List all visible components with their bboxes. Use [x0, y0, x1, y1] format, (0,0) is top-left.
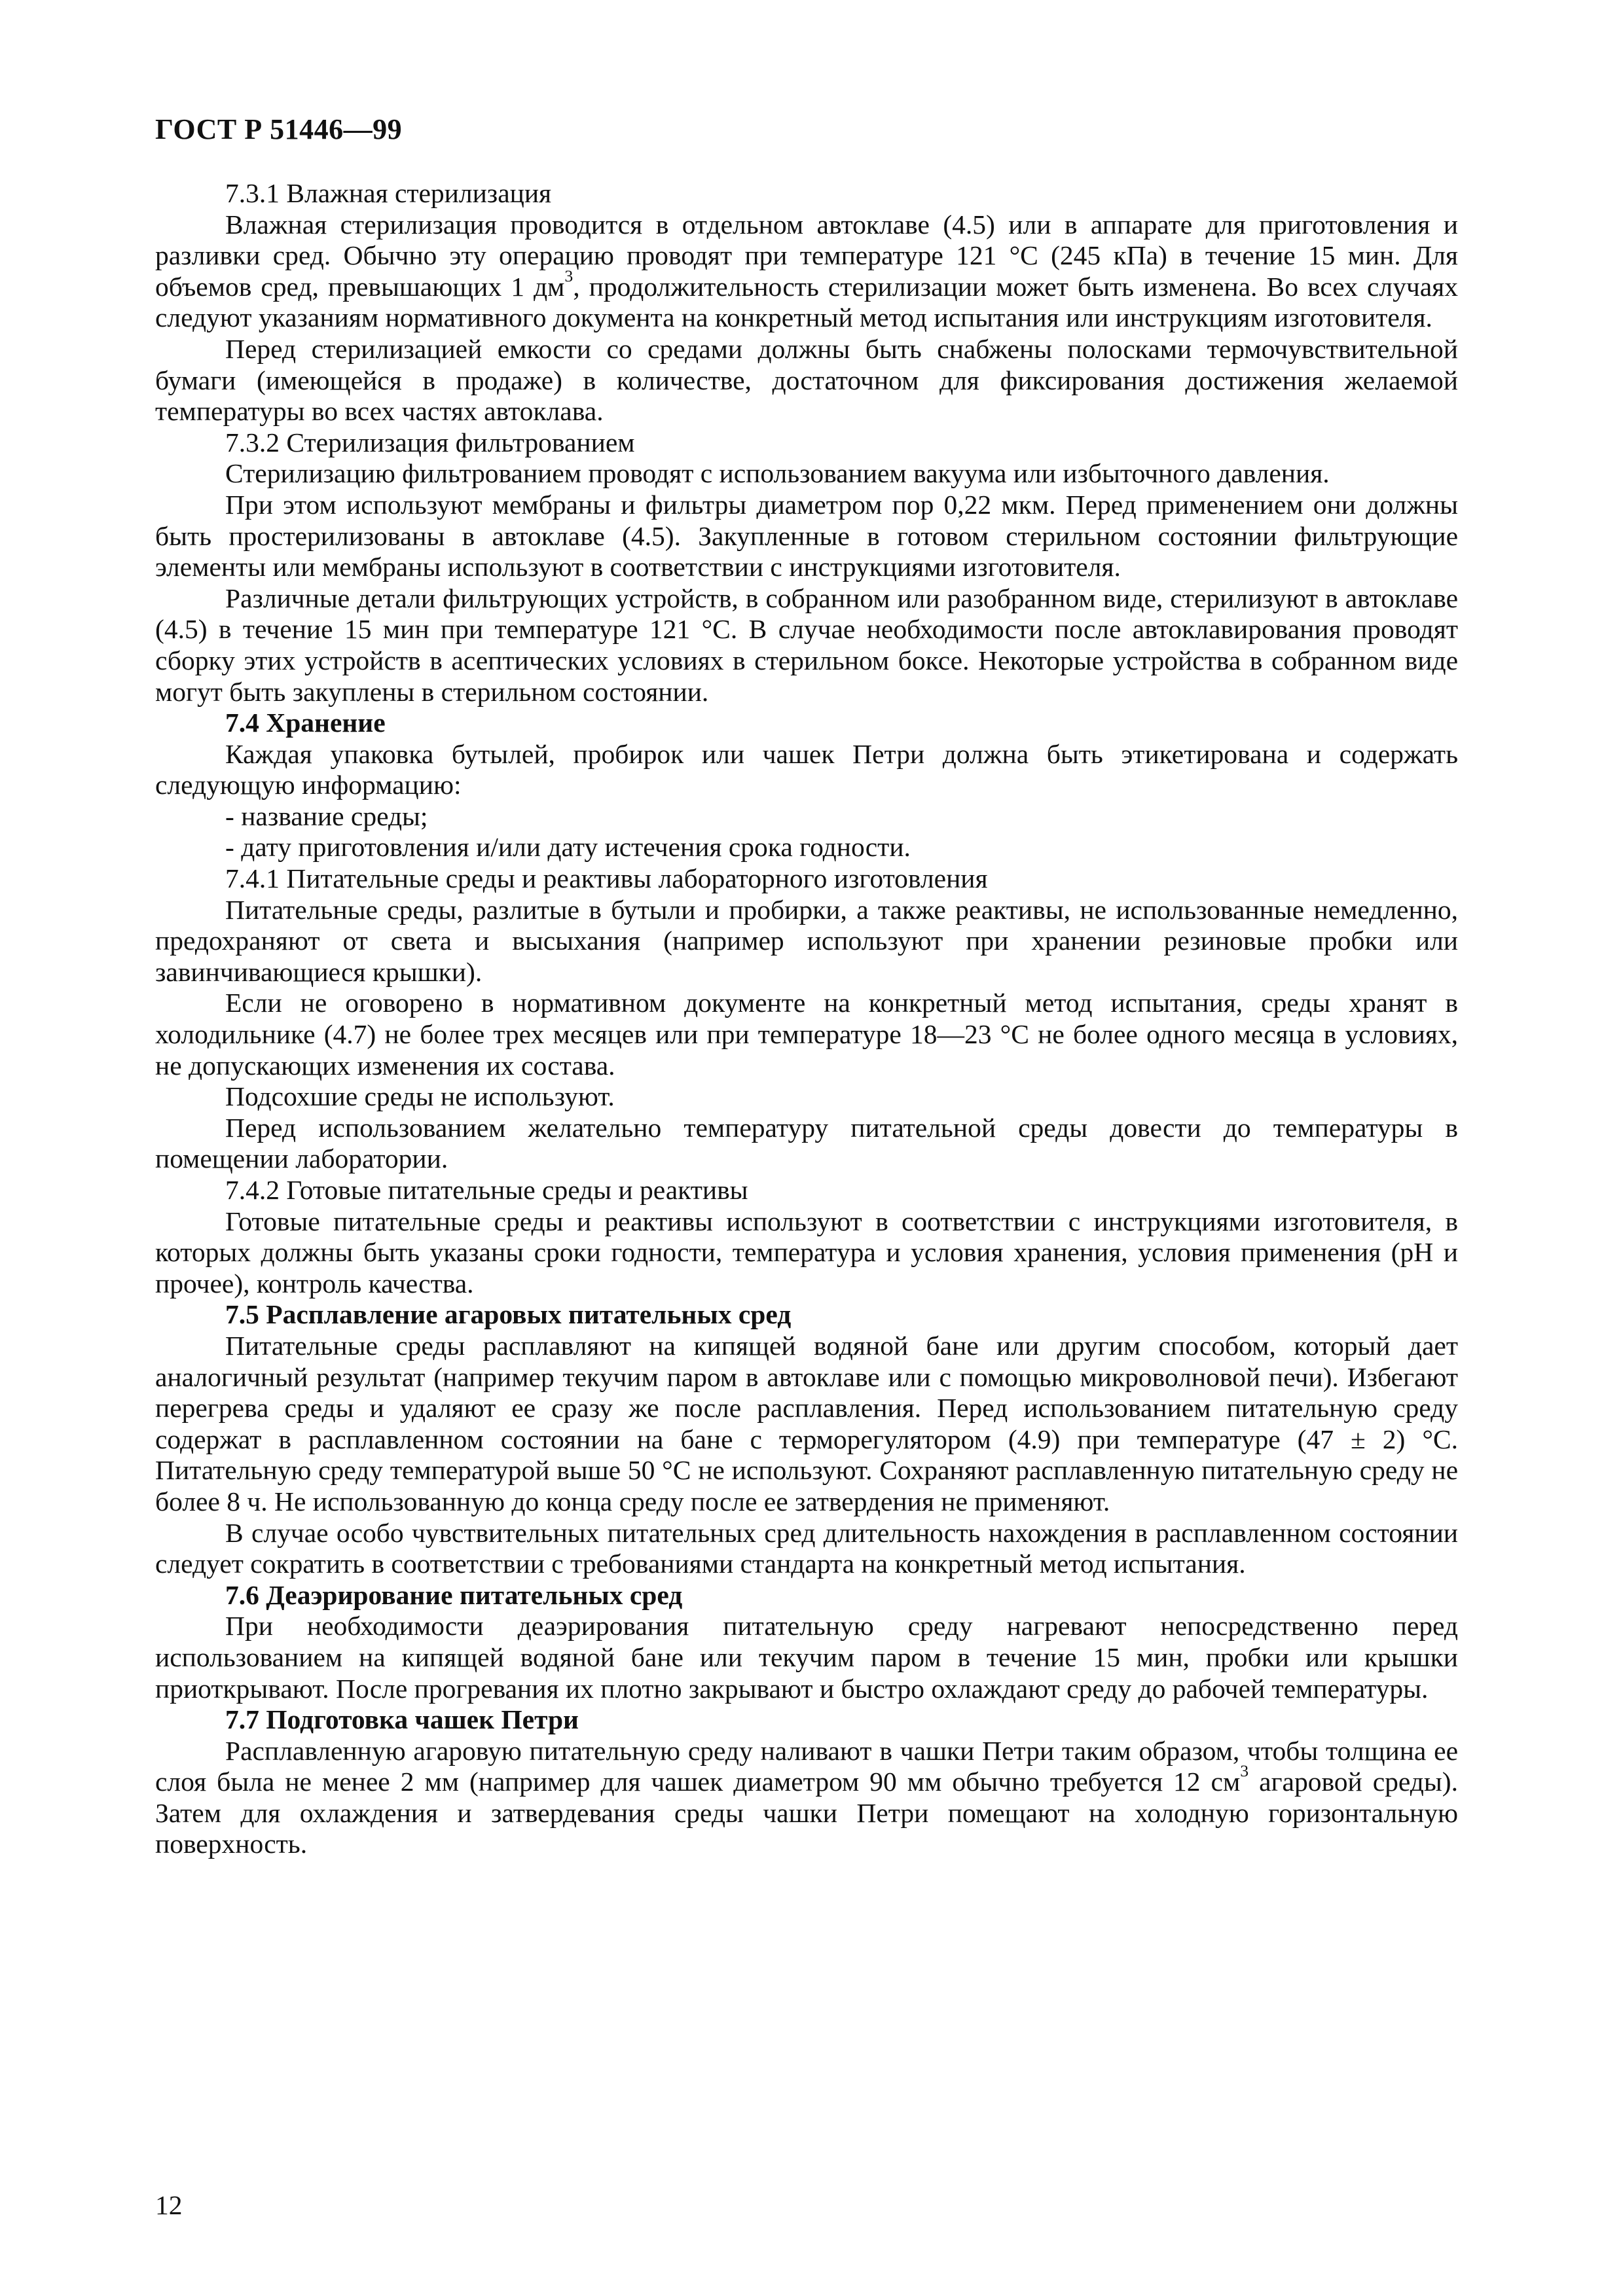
text-run: Влажная стерилизация проводится в отдельном автоклаве (4.5) или в аппарате для приготовления и разливки сред. Обычно эту операцию проводят при температуре 121 °С (245 кПа) в течение 15 мин. Для объемов сред, превышающих 1 дм	[155, 209, 1458, 302]
superscript: 3	[1240, 1761, 1249, 1781]
section-heading: 7.4.1 Питательные среды и реактивы лабораторного изготовления	[225, 863, 988, 894]
section-heading-bold: 7.6 Деаэрирование питательных сред	[225, 1579, 683, 1610]
section-heading-bold: 7.4 Хранение	[225, 708, 386, 738]
section-heading-bold: 7.7 Подготовка чашек Петри	[225, 1704, 579, 1735]
document-header: ГОСТ Р 51446—99	[155, 113, 403, 145]
section-heading-bold: 7.5 Расплавление агаровых питательных сред	[225, 1299, 792, 1330]
section-heading: 7.3.2 Стерилизация фильтрованием	[225, 427, 635, 457]
list-item: - название среды;	[225, 800, 428, 831]
paragraph: Готовые питательные среды и реактивы используют в соответствии с инструкциями изготовителя, в которых должны быть указаны сроки годности, температура и условия хранения, условия применения (pH и прочее), контроль качества.	[155, 1206, 1458, 1299]
paragraph: Питательные среды, разлитые в бутыли и пробирки, а также реактивы, не использованные немедленно, предохраняют от света и высыхания (например используют при хранении резиновые пробки или завинчивающиеся крышки).	[155, 894, 1458, 987]
paragraph: В случае особо чувствительных питательных сред длительность нахождения в расплавленном состоянии следует сократить в соответствии с требованиями стандарта на конкретный метод испытания.	[155, 1517, 1458, 1579]
paragraph: Перед использованием желательно температуру питательной среды довести до температуры в помещении лаборатории.	[155, 1112, 1458, 1174]
section-heading: 7.3.1 Влажная стерилизация	[225, 178, 552, 208]
paragraph: Различные детали фильтрующих устройств, в собранном или разобранном виде, стерилизуют в автоклаве (4.5) в течение 15 мин при температуре 121 °С. В случае необходимости после автоклавирования проводят сборку этих устройств в асептических условиях в стерильном боксе. Некоторые устройства в собранном виде могут быть закуплены в стерильном состоянии.	[155, 583, 1458, 707]
page-number: 12	[155, 2190, 183, 2220]
paragraph	[155, 209, 1458, 334]
list-item: - дату приготовления и/или дату истечения срока годности.	[225, 832, 911, 863]
paragraph: При этом используют мембраны и фильтры диаметром пор 0,22 мкм. Перед применением они должны быть простерилизованы в автоклаве (4.5). Закупленные в готовом стерильном состоянии фильтрующие элементы или мембраны используют в соответствии с инструкциями изготовителя.	[155, 489, 1458, 583]
paragraph	[155, 1736, 1458, 1860]
text-run: , продолжительность стерилизации может быть изменена. Во всех случаях следуют указаниям нормативного документа на конкретный метод испытания или инструкциям изготовителя.	[155, 271, 1458, 333]
paragraph: Перед стерилизацией емкости со средами должны быть снабжены полосками термочувствительной бумаги (имеющейся в продаже) в количестве, достаточном для фиксирования достижения желаемой температуры во всех частях автоклава.	[155, 333, 1458, 427]
paragraph: Каждая упаковка бутылей, пробирок или чашек Петри должна быть этикетирована и содержать следующую информацию:	[155, 738, 1458, 800]
superscript: 3	[564, 266, 574, 285]
paragraph: При необходимости деаэрирования питательную среду нагревают непосредственно перед использованием на кипящей водяной бане или текучим паром в течение 15 мин, пробки или крышки приоткрывают. После прогревания их плотно закрывают и быстро охлаждают среду до рабочей температуры.	[155, 1611, 1458, 1704]
text-run: агаровой среды). Затем для охлаждения и затвердевания среды чашки Петри помещают на холодную горизонтальную поверхность.	[155, 1767, 1458, 1859]
document-body	[155, 178, 1458, 1860]
paragraph: Подсохшие среды не используют.	[225, 1081, 615, 1112]
paragraph: Питательные среды расплавляют на кипящей водяной бане или другим способом, который дает аналогичный результат (например текучим паром в автоклаве или с помощью микроволновой печи). Избегают перегрева среды и удаляют ее сразу же после расплавления. Перед использованием питательную среду содержат в расплавленном состоянии на бане с терморегулятором (4.9) при температуре (47 ± 2) °С. Питательную среду температурой выше 50 °С не используют. Сохраняют расплавленную питательную среду не более 8 ч. Не использованную до конца среду после ее затвердения не применяют.	[155, 1330, 1458, 1516]
text-run: Расплавленную агаровую питательную среду наливают в чашки Петри таким образом, чтобы толщина ее слоя была не менее 2 мм (например для чашек диаметром 90 мм обычно требуется 12 см	[155, 1735, 1458, 1797]
document-page	[155, 111, 1458, 1860]
section-heading: 7.4.2 Готовые питательные среды и реактивы	[225, 1175, 748, 1205]
paragraph: Стерилизацию фильтрованием проводят с использованием вакуума или избыточного давления.	[225, 458, 1330, 489]
paragraph: Если не оговорено в нормативном документе на конкретный метод испытания, среды хранят в холодильнике (4.7) не более трех месяцев или при температуре 18—23 °С не более одного месяца в условиях, не допускающих изменения их состава.	[155, 988, 1458, 1081]
